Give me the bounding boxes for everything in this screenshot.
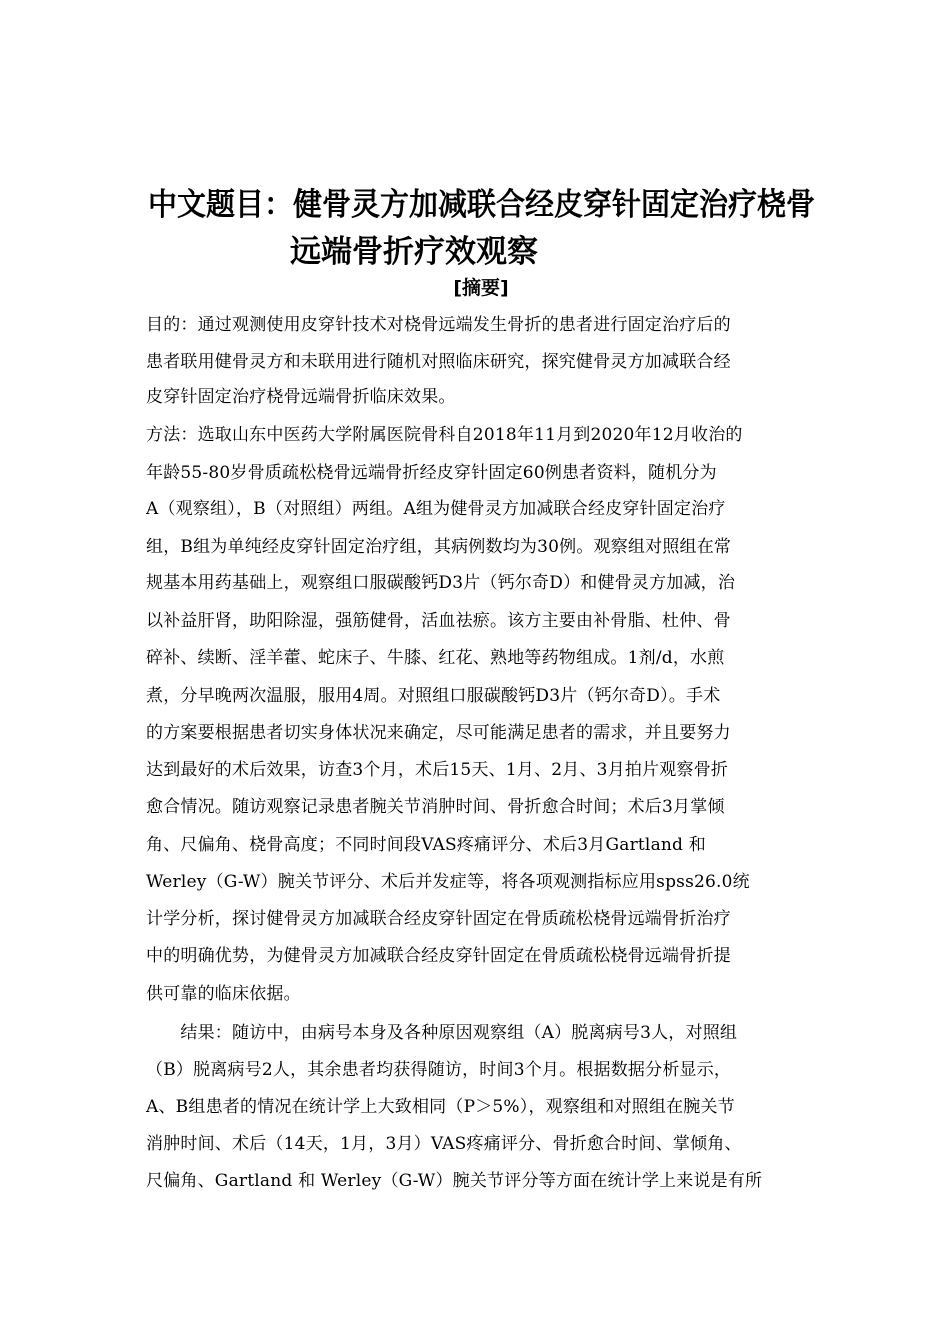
abstract-line: 结果：随访中，由病号本身及各种原因观察组（A）脱离病号3人，对照组: [146, 1023, 738, 1043]
abstract-line: 达到最好的术后效果，访查3个月，术后15天、1月、2月、3月拍片观察骨折: [146, 760, 729, 780]
abstract-line: 年龄55-80岁骨质疏松桡骨远端骨折经皮穿针固定60例患者资料，随机分为: [146, 463, 717, 483]
paper-title-line-2: 远端骨折疗效观察: [290, 234, 538, 270]
abstract-heading: [摘要]: [453, 277, 509, 299]
abstract-line: 供可靠的临床依据。: [146, 984, 301, 1004]
abstract-line: 角、尺偏角、桡骨高度；不同时间段VAS疼痛评分、术后3月Gartland 和: [146, 835, 706, 855]
abstract-line: 消肿时间、术后（14天，1月，3月）VAS疼痛评分、骨折愈合时间、掌倾角、: [146, 1134, 742, 1154]
abstract-line: 皮穿针固定治疗桡骨远端骨折临床效果。: [146, 387, 456, 407]
abstract-line: （B）脱离病号2人，其余患者均获得随访，时间3个月。根据数据分析显示，: [146, 1060, 732, 1080]
abstract-line: 中的明确优势，为健骨灵方加减联合经皮穿针固定在骨质疏松桡骨远端骨折提: [146, 946, 731, 966]
abstract-line: 方法：选取山东中医药大学附属医院骨科自2018年11月到2020年12月收治的: [146, 425, 743, 445]
abstract-line: 以补益肝肾，助阳除湿，强筋健骨，活血祛瘀。该方主要由补骨脂、杜仲、骨: [146, 611, 731, 631]
abstract-line: A、B组患者的情况在统计学上大致相同（P＞5%），观察组和对照组在腕关节: [146, 1097, 735, 1117]
abstract-line: 规基本用药基础上，观察组口服碳酸钙D3片（钙尔奇D）和健骨灵方加减，治: [146, 573, 736, 593]
abstract-line: 煮，分早晚两次温服，服用4周。对照组口服碳酸钙D3片（钙尔奇D）。手术: [146, 686, 721, 706]
abstract-line: A（观察组），B（对照组）两组。A组为健骨灵方加减联合经皮穿针固定治疗: [146, 499, 726, 519]
abstract-line: 碎补、续断、淫羊藿、蛇床子、牛膝、红花、熟地等药物组成。1剂/d，水煎: [146, 648, 725, 668]
abstract-line: 目的：通过观测使用皮穿针技术对桡骨远端发生骨折的患者进行固定治疗后的: [146, 315, 731, 335]
abstract-line: 的方案要根据患者切实身体状况来确定，尽可能满足患者的需求，并且要努力: [146, 723, 731, 743]
abstract-line: 患者联用健骨灵方和未联用进行随机对照临床研究，探究健骨灵方加减联合经: [146, 352, 731, 372]
abstract-line: 愈合情况。随访观察记录患者腕关节消肿时间、骨折愈合时间；术后3月掌倾: [146, 797, 725, 817]
paper-title-line-1: 中文题目：健骨灵方加减联合经皮穿针固定治疗桡骨: [148, 187, 816, 223]
abstract-line: Werley（G-W）腕关节评分、术后并发症等，将各项观测指标应用spss26.0统: [146, 872, 750, 892]
abstract-line: 组，B组为单纯经皮穿针固定治疗组，其病例数均为30例。观察组对照组在常: [146, 537, 732, 557]
abstract-line: 计学分析，探讨健骨灵方加减联合经皮穿针固定在骨质疏松桡骨远端骨折治疗: [146, 909, 731, 929]
abstract-line: 尺偏角、Gartland 和 Werley（G-W）腕关节评分等方面在统计学上来说是有所: [146, 1171, 763, 1191]
